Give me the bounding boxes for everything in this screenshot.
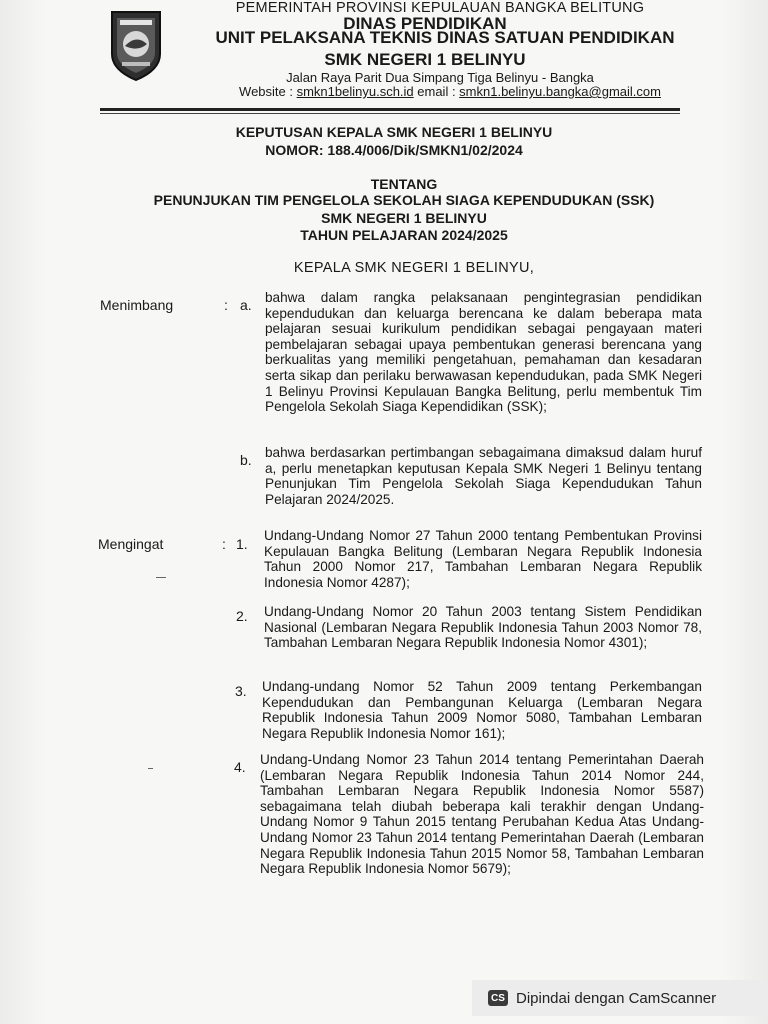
menimbang-label: Menimbang <box>100 297 174 313</box>
mengingat-marker-2: 2. <box>236 608 248 624</box>
letterhead-agency: DINAS PENDIDIKAN <box>343 14 507 33</box>
scan-mark <box>148 768 153 769</box>
camscanner-icon: CS <box>488 990 508 1006</box>
letterhead-contact <box>225 84 675 99</box>
menimbang-colon: : <box>224 297 228 313</box>
letterhead-province: PEMERINTAH PROVINSI KEPULAUAN BANGKA BELITUNG <box>235 0 645 16</box>
mengingat-item-2: Undang-Undang Nomor 20 Tahun 2003 tentang Sistem Pendidikan Nasional (Lembaran Negara Republik Indonesia Tahun 2003 Nomor 78, Tambahan Lembaran Negara Republik Indonesia Nomor 4301); <box>264 604 702 651</box>
mengingat-colon: : <box>222 536 226 552</box>
email-label: email : <box>413 84 460 99</box>
decree-subject-line-3: TAHUN PELAJARAN 2024/2025 <box>300 227 508 243</box>
mengingat-marker-4: 4. <box>234 759 246 775</box>
menimbang-item-b: bahwa berdasarkan pertimbangan sebagaimana dimaksud dalam huruf a, perlu menetapkan keputusan Kepala SMK Negeri 1 Belinyu tentang Penunjukan Tim Pengelola Sekolah Siaga Kependudukan Tahun Pelajaran 2024/2025. <box>265 445 702 507</box>
decree-heading: KEPUTUSAN KEPALA SMK NEGERI 1 BELINYU <box>235 124 553 140</box>
province-crest-icon <box>108 8 164 82</box>
camscanner-text: Dipindai dengan CamScanner <box>516 989 717 1007</box>
mengingat-label: Mengingat <box>98 536 164 552</box>
decree-about: TENTANG <box>370 176 438 192</box>
camscanner-watermark <box>472 980 768 1016</box>
website-label: Website : <box>239 84 297 99</box>
letterhead-school: SMK NEGERI 1 BELINYU <box>324 50 526 69</box>
letterhead-rule-thin <box>100 113 680 114</box>
menimbang-marker-b: b. <box>240 452 252 468</box>
mengingat-item-4: Undang-Undang Nomor 23 Tahun 2014 tentang Pemerintahan Daerah (Lembaran Negara Republik Indonesia Tahun 2014 Nomor 244, Tambahan Lembaran Negara Republik Indonesia Nomor 5587) sebagaimana telah diubah beberapa kali terakhir dengan Undang-Undang Nomor 9 Tahun 2015 tentang Perubahan Kedua Atas Undang-Undang Nomor 23 Tahun 2014 tentang Pemerintahan Daerah (Lembaran Negara Republik Indonesia Tahun 2015 Nomor 58, Tambahan Lembaran Negara Republik Indonesia Nomor 5679); <box>260 752 704 877</box>
mengingat-marker-1: 1. <box>236 536 248 552</box>
letterhead-rule-thick <box>100 108 680 111</box>
mengingat-item-1: Undang-Undang Nomor 27 Tahun 2000 tentang Pembentukan Provinsi Kepulauan Bangka Belitung (Lembaran Negara Republik Indonesia Tahun 2000 Nomor 217, Tambahan Lembaran Negara Republik Indonesia Nomor 4287); <box>264 528 702 590</box>
website-link[interactable]: smkn1belinyu.sch.id <box>296 84 414 99</box>
letterhead-unit: UNIT PELAKSANA TEKNIS DINAS SATUAN PENDIDIKAN <box>215 28 675 47</box>
scan-mark <box>156 577 166 578</box>
decree-subject-line-2: SMK NEGERI 1 BELINYU <box>321 210 487 226</box>
decree-subject-line-1: PENUNJUKAN TIM PENGELOLA SEKOLAH SIAGA KEPENDUDUKAN (SSK) <box>153 192 655 208</box>
decree-number: NOMOR: 188.4/006/Dik/SMKN1/02/2024 <box>265 142 523 158</box>
menimbang-marker-a: a. <box>240 297 252 313</box>
menimbang-item-a: bahwa dalam rangka pelaksanaan pengintegrasian pendidikan kependudukan dan keluarga berencana ke dalam beberapa mata pelajaran sesuai kurikulum pendidikan sebagai pengayaan materi pembelajaran sebagai upaya pembentukan generasi berencana yang berkualitas yang memiliki pengetahuan, pemahaman dan kesadaran serta sikap dan perilaku berwawasan kependudukan, pada SMK Negeri 1 Belinyu Provinsi Kepulauan Bangka Belitung, perlu membentuk Tim Pengelola Sekolah Siaga Kependidikan (SSK); <box>265 290 702 415</box>
mengingat-item-3: Undang-undang Nomor 52 Tahun 2009 tentang Perkembangan Kependudukan dan Pembangunan Keluarga (Lembaran Negara Republik Indonesia Tahun 2009 Nomor 5080, Tambahan Lembaran Negara Republik Indonesia Nomor 161); <box>262 679 702 741</box>
mengingat-marker-3: 3. <box>235 683 247 699</box>
decree-issuer: KEPALA SMK NEGERI 1 BELINYU, <box>293 260 535 276</box>
email-link[interactable]: smkn1.belinyu.bangka@gmail.com <box>459 84 661 99</box>
letterhead-address: Jalan Raya Parit Dua Simpang Tiga Belinyu - Bangka <box>286 70 594 85</box>
